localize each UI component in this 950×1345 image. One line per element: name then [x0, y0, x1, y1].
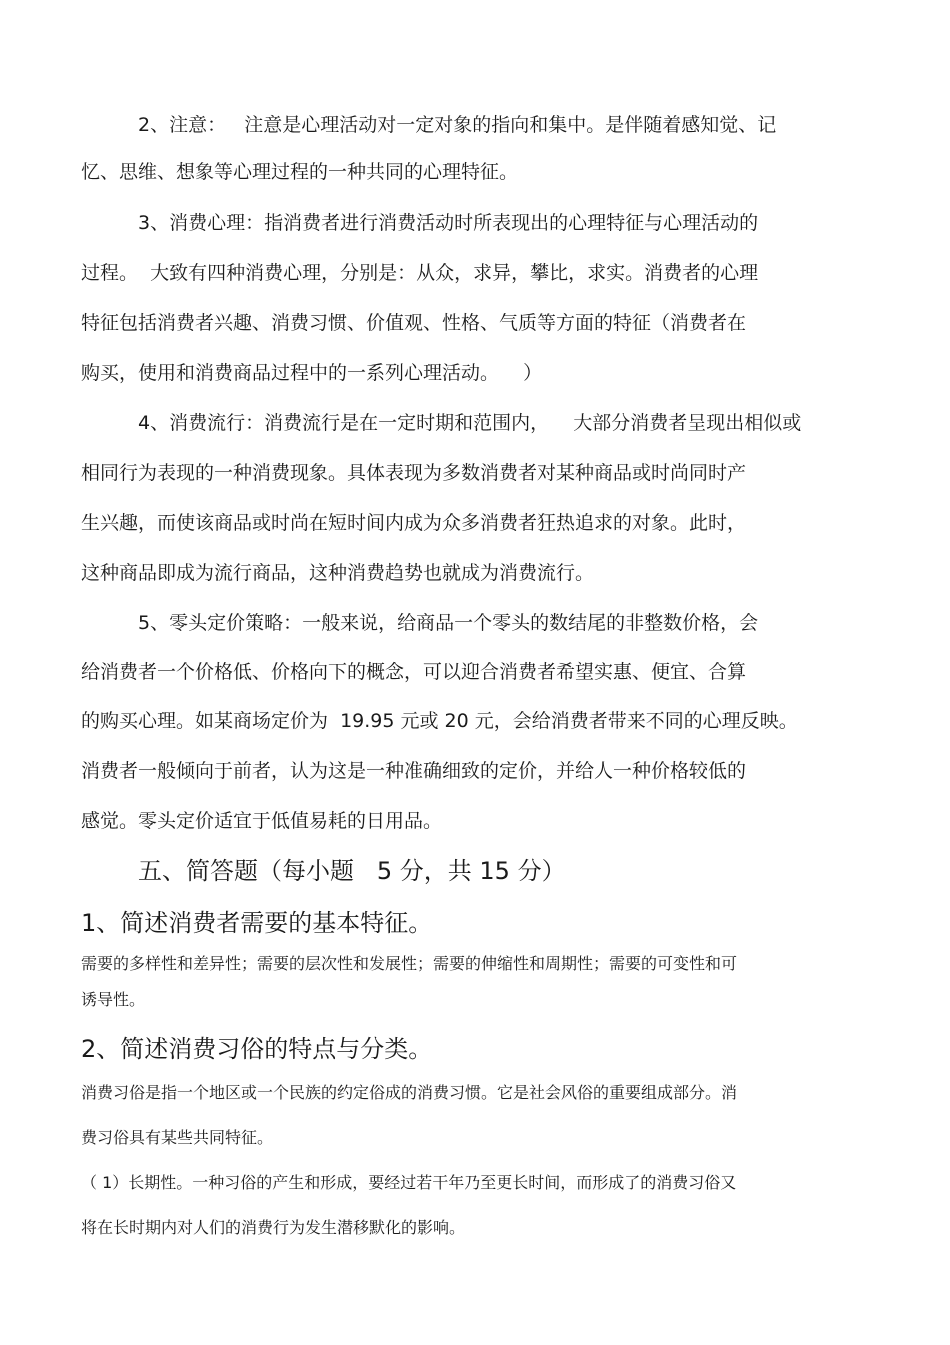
definition-attention-line-2: 忆、思维、想象等心理过程的一种共同的心理特征。	[81, 161, 519, 183]
definition-consumer-psychology-line-3: 特征包括消费者兴趣、消费习惯、价值观、性格、气质等方面的特征（消费者在	[81, 312, 747, 334]
section-heading: 五、简答题（每小题 5 分，共 15 分）	[138, 857, 566, 885]
definition-consumption-trend-line-3: 生兴趣，而使该商品或时尚在短时间内成为众多消费者狂热追求的对象。此时，	[81, 512, 747, 534]
definition-attention-line-1: 2、注意： 注意是心理活动对一定对象的指向和集中。是伴随着感知觉、记	[138, 114, 777, 136]
question-2-title: 2、简述消费习俗的特点与分类。	[81, 1035, 433, 1063]
question-2-answer-line-2: 费习俗具有某些共同特征。	[81, 1128, 274, 1147]
definition-consumer-psychology-line-4: 购买，使用和消费商品过程中的一系列心理活动。 ）	[81, 362, 543, 384]
definition-consumption-trend-line-2: 相同行为表现的一种消费现象。具体表现为多数消费者对某种商品或时尚同时产	[81, 462, 747, 484]
definition-odd-pricing-line-1: 5、零头定价策略：一般来说，给商品一个零头的数结尾的非整数价格，会	[138, 612, 759, 634]
question-1-answer-line-1: 需要的多样性和差异性；需要的层次性和发展性；需要的伸缩性和周期性；需要的可变性和可	[81, 954, 738, 973]
definition-consumer-psychology-line-1: 3、消费心理：指消费者进行消费活动时所表现出的心理特征与心理活动的	[138, 212, 759, 234]
definition-odd-pricing-line-4: 消费者一般倾向于前者，认为这是一种准确细致的定价，并给人一种价格较低的	[81, 760, 747, 782]
definition-consumption-trend-line-1: 4、消费流行：消费流行是在一定时期和范围内， 大部分消费者呈现出相似或	[138, 412, 802, 434]
definition-odd-pricing-line-5: 感觉。零头定价适宜于低值易耗的日用品。	[81, 810, 443, 832]
question-2-answer-line-3: （ 1）长期性。一种习俗的产生和形成，要经过若干年乃至更长时间，而形成了的消费习俗又	[81, 1173, 737, 1192]
definition-odd-pricing-line-3: 的购买心理。如某商场定价为 19.95 元或 20 元，会给消费者带来不同的心理反映。	[81, 710, 798, 732]
definition-consumer-psychology-line-2: 过程。 大致有四种消费心理，分别是：从众，求异，攀比，求实。消费者的心理	[81, 262, 759, 284]
question-1-title: 1、简述消费者需要的基本特征。	[81, 909, 433, 937]
question-2-answer-line-4: 将在长时期内对人们的消费行为发生潜移默化的影响。	[81, 1218, 466, 1237]
question-2-answer-line-1: 消费习俗是指一个地区或一个民族的约定俗成的消费习惯。它是社会风俗的重要组成部分。消	[81, 1083, 738, 1102]
definition-consumption-trend-line-4: 这种商品即成为流行商品，这种消费趋势也就成为消费流行。	[81, 562, 595, 584]
definition-odd-pricing-line-2: 给消费者一个价格低、价格向下的概念，可以迎合消费者希望实惠、便宜、合算	[81, 661, 747, 683]
question-1-answer-line-2: 诱导性。	[81, 990, 146, 1009]
